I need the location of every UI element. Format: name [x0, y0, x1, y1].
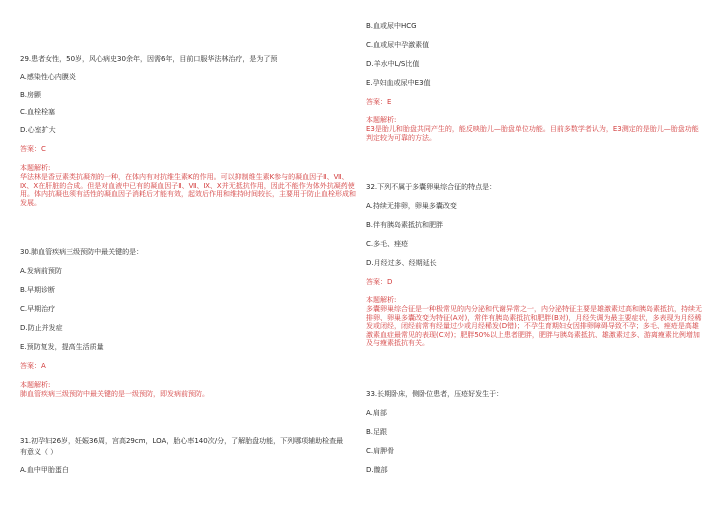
q31-explanation-label: 本题解析:	[366, 116, 397, 124]
q33-option-d: D.髋部	[366, 466, 388, 474]
q30-option-c: C.早期治疗	[20, 305, 56, 313]
q30-explanation-text: 肺血管疾病三级预防中最关键的是一级预防，即发病前预防。	[20, 390, 209, 398]
q31-option-a: A.血中甲胎蛋白	[20, 466, 69, 474]
q31-option-b: B.血或尿中HCG	[366, 22, 417, 30]
q30-option-e: E.预防复发，提高生活质量	[20, 343, 104, 351]
q30-option-b: B.早期诊断	[20, 286, 56, 294]
q33-option-a: A.肩部	[366, 409, 387, 417]
q32-option-b: B.伴有胰岛素抵抗和肥胖	[366, 221, 444, 229]
q29-answer: 答案：C	[20, 145, 46, 153]
q32-explanation-label: 本题解析:	[366, 296, 397, 304]
q30-stem: 30.肺血管疾病三级预防中最关键的是：	[20, 248, 144, 256]
q33-option-c: C.肩胛骨	[366, 447, 395, 455]
q32-explanation-text: 多囊卵巢综合征是一种极常见的内分泌和代谢异常之一，内分泌特征主要是雄激素过高和胰岛素抵抗，持续无排卵、卵巢多囊改变为特征(A对)，常伴有胰岛素抵抗和肥胖(B对)，月经失调为最主要症状，多表现为月经稀发或闭经，闭经前常有经量过少或月经稀发(D错)；不孕生育期妇女因排卵障碍导致不孕；多毛、痤疮是高雄激素血症最常见的表现(C对)；肥胖50%以上患者肥胖，肥胖与胰岛素抵抗、雄激素过多、游离瘦素比例增加及与瘦素抵抗有关。	[366, 305, 702, 347]
q33-option-b: B.足跟	[366, 428, 388, 436]
q29-option-b: B.房颤	[20, 91, 42, 99]
q31-option-c: C.血或尿中孕激素值	[366, 41, 430, 49]
q33-stem: 33.长期卧床，侧卧位患者，压疮好发生于：	[366, 390, 504, 398]
q32-option-d: D.月经过多、经期延长	[366, 259, 437, 267]
q29-option-a: A.感染性心内膜炎	[20, 73, 76, 81]
q29-option-d: D.心室扩大	[20, 126, 56, 134]
q29-explanation-label: 本题解析:	[20, 164, 51, 172]
q32-stem: 32.下列不属于多囊卵巢综合征的特点是：	[366, 183, 497, 191]
q30-option-a: A.发病前预防	[20, 267, 62, 275]
q30-option-d: D.防止并发症	[20, 324, 63, 332]
q32-answer: 答案：D	[366, 278, 393, 286]
q31-option-d: D.羊水中L/S比值	[366, 60, 420, 68]
q30-answer: 答案：A	[20, 362, 46, 370]
q29-explanation-text: 华法林是香豆素类抗凝剂的一种，在体内有对抗维生素K的作用。可以抑制维生素K参与的凝血因子Ⅱ、Ⅶ、Ⅸ、Ⅹ在肝脏的合成。但是对血液中已有的凝血因子Ⅱ、Ⅶ、Ⅸ、Ⅹ并无抵抗作用，因此不能作为体外抗凝药使用。体内抗凝也须有活性的凝血因子消耗后才能有效，起效后作用和维持时间较长，主要用于防止血栓形成和发展。	[20, 173, 356, 207]
q29-stem: 29.患者女性，50岁，风心病史30余年，因需6年，目前口服华法林治疗，是为了预	[20, 55, 278, 63]
q31-answer: 答案：E	[366, 98, 392, 106]
q31-stem-line2: 有意义（ ）	[20, 448, 58, 456]
q32-option-a: A.持续无排卵，卵巢多囊改变	[366, 202, 457, 210]
q32-option-c: C.多毛、痤疮	[366, 240, 409, 248]
q31-stem-line1: 31.初孕妇26岁，妊娠36周，宫高29cm，LOA，胎心率140次/分，了解胎盘功能，下列哪项辅助检查最	[20, 437, 344, 445]
q30-explanation-label: 本题解析:	[20, 381, 51, 389]
q29-option-c: C.血栓栓塞	[20, 108, 56, 116]
q31-explanation-text: E3是胎儿和胎盘共同产生的，能反映胎儿—胎盘单位功能。目前多数学者认为，E3测定的是胎儿—胎盘功能判定较为可靠的方法。	[366, 125, 699, 142]
q31-option-e: E.孕妇血或尿中E3值	[366, 79, 431, 87]
